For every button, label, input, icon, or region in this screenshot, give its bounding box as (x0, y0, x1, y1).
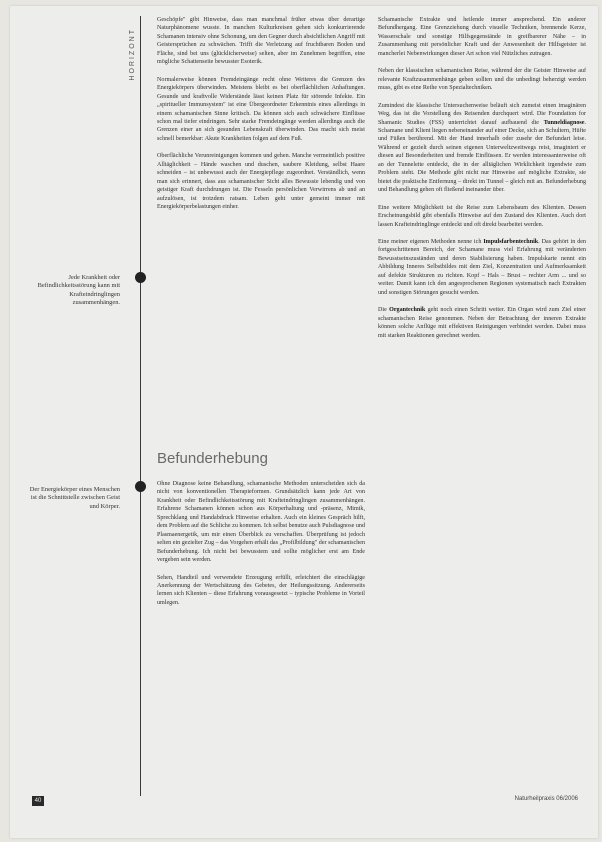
page-number: 40 (32, 796, 44, 806)
paragraph: Oberflächliche Verunreinigungen kommen und gehen. Manche vermeintlich positive Alltäglichkeit – Hände waschen und duschen, saubere Kleidung, selbst Haare schneiden – ist unbewusst auch der Energiepflege zugeordnet. Verständlich, wenn man sich erinnert, dass aus schamanischer Sicht alles Bewusste lebendig und von geistiger Kraft durchdrungen ist. Die Fesseln persönlichen Verwirrens ab und an aufzulösen, ist trotzdem ratsam. Leben geht unter gemeint immer mit Energiekörperbelastungen einher. (157, 153, 365, 211)
paragraph: Die Organtechnik geht noch einen Schritt weiter. Ein Organ wird zum Ziel einer schamanischen Reise genommen. Neben der Betrachtung der inneren Extrakte können solche Anflüge mit effektiven Reinigungen verbindet werden. Dabei muss mit starken Reaktionen gerechnet werden. (378, 307, 586, 339)
bold-term: Tunneldiagnose (543, 119, 585, 126)
margin-note-marker (135, 481, 146, 492)
magazine-page (10, 6, 598, 838)
left-column-bottom (157, 480, 365, 616)
paragraph: Schamanische Extrakte und heilende immer ansprechend. Ein anderer Befundhergang. Eine Grenzziehung durch visuelle Techniken, brennende Kerze, Wasserschale und sonstige Hilfsgegenstände in greifbarerer Nähe – in Zusammenhang mit persönlicher Kraft und der Anwesenheit der Hilfsgeister ist mancherlei Nebenwirkungen dieser Art schon viel Nützliches zutragen. (378, 17, 586, 57)
section-heading: Befunderhebung (157, 450, 268, 467)
paragraph: Eine meiner eigenen Methoden nenne ich Impulsfarbentechnik. Das gehört in den fortgeschrittenen Bereich, der Schamane muss viel Erfahrung mit veränderten Bewusstseinszuständen und deren Stabilisierung haben. Impulskarte nennt ein Abbildung Inneres Selbstbildes mit dem Ziel, Konzentration und Aufmerksamkeit auf defekte Strukturen zu richten. Kopf – Hals – Brust – rechter Arm ... und so weiter. Damit kann ich den angesprochenen Regionen systematisch nach Extrakten und sonstigen Störungen gesucht werden. (378, 238, 586, 296)
right-column (378, 16, 586, 349)
section-label: HORIZONT (129, 28, 136, 81)
paragraph: Eine weitere Möglichkeit ist die Reise zum Lebensbaum des Klienten. Dessen Erscheinungsbild gibt ebenfalls Hinweise auf den Zustand des Klienten. Auch dort lassen Krafteindringlinge entdeckt und oft direkt bearbeitet werden. (378, 204, 586, 228)
paragraph: Geschöpfe" gibt Hinweise, dass man manchmal früher etwas über derartige Naturphänomene wusste. In manchen Kulturkreisen gehen sich konkurrierende Schamanen intensiv ohne Schonung, um den Gegner durch absichtlichen Angriff mit Geistersprüchen zu schwächen. Trifft die Verletzung auf fruchtbaren Boden und Fläche, sind bei uns (glücklicherweise) selten, aber im Zunehmen begriffen, eine mögliche Schattenseite bewusster Esoterik. (157, 17, 365, 66)
paragraph: Sehen, Handteil und verwendete Erzeugung erfüllt, erleichtert die einschlägige Anerkennung der Wertschätzung des Gebetes, der Heilungssitzung. Andererseits lernen sich Klienten – diese Erfahrung vorausgesetzt – typische Probleme in Vorteil umlegen. (157, 574, 365, 606)
paragraph: Normalerweise können Fremdeingänge recht ohne Weiteres die Grenzen des Energiekörpers überwinden. Meistens bleibt es bei oberflächlichen Anhaftungen. Gesunde und kraftvolle Widerstände lässt keinen Platz für störende Infekte. Ein „spiritueller Immunsystem" ist eine Übergeordneter Erkenntnis eines allerdings in einem schamanischen Sinne kritisch. Da können sich auch schwächere Einflüsse schon mal tiefer eindringen. Sehr starke Fremdeingänge werden allerdings auch die Grenzen einer an sich gesunden Lebenskraft überwinden. Das macht sich meist schnell bemerkbar: Akute Krankheiten folgen auf dem Fuß. (157, 76, 365, 142)
column-divider-line (140, 16, 141, 796)
bold-term: Impulsfarbentechnik (483, 238, 539, 245)
left-column-top (157, 16, 365, 221)
footer-issue: Naturheilpraxis 06/2006 (514, 796, 578, 802)
margin-note: Jede Krankheit oder Befindlichkeitsstörung kann mit Krafteindringlingen zusammenhängen. (37, 274, 120, 307)
margin-note-marker (135, 272, 146, 283)
margin-note: Der Energiekörper eines Menschen ist die Schnittstelle zwischen Geist und Körper. (29, 486, 120, 510)
paragraph: Zumindest die klassische Untersuchenweise beläuft sich zumeist einen imaginären Weg, das ist die Vorstellung des Reisenden durchquert wird. Die Foundation for Shamanic Studies (FSS) unterrichtet darauf aufbauend die Tunneldiagnose. Schamane und Klient liegen nebeneinander auf einer Decke, sich an Schultern, Hüfte und Füßen berührend. Mit der Hand innerhalb oder zusehr der Befundart leise. Während er gezielt durch seinen eigenen Unterweltzweitwegs reist, imaginiert er diesen auf Besonderheiten und fremde Einflüssen. Er werden interessanterweise oft an der Tunneleite entdeckt, die in der alltäglichen Wirklichkeit irgendwie zum Problem steht. Die Methode gibt nicht nur Hinweise auf mögliche Extrakte, sie bietet die praktische Entfernung – direkt im Tunnel – gleich mit an. Befunderhebung und Behandlung gehen oft fließend ineinander über. (378, 102, 586, 194)
bold-term: Organtechnik (389, 307, 426, 314)
paragraph: Neben der klassischen schamanischen Reise, während der die Geister Hinweise auf relevante Kraftzusammenhänge geben sollten und die unbedingt beherzigt werden muss, gibt es eine Reihe von Spezialtechniken. (378, 68, 586, 92)
paragraph: Ohne Diagnose keine Behandlung, schamanische Methoden unterscheiden sich da nicht von konventionellen Therapieformen. Grundsätzlich kann jede Art von Krankheit oder Befindlichkeitsstörung mit Krafteindringlingen zusammenhängen. Erfahrene Schamanen können schon aus Körperhaltung und -präsenz, Mimik, Sprechklang und Handabdruck Hinweise erhalten. Auch ein kleines Gespräch hilft, dem Problem auf die Schliche zu kommen. Ich selbst benutze auch Pulsdiagnose und Plasmaenergetik, um mir einen Überblick zu verschaffen. Überprüfung ist jedoch selten ein gezielter Zug – das Vorgehen erhält das „Profilbildung" der schamanischen Befunderhebung. Ich nicht bei bewusstem und sollte möglicher erst am Ende vergeben sein werden. (157, 481, 365, 564)
